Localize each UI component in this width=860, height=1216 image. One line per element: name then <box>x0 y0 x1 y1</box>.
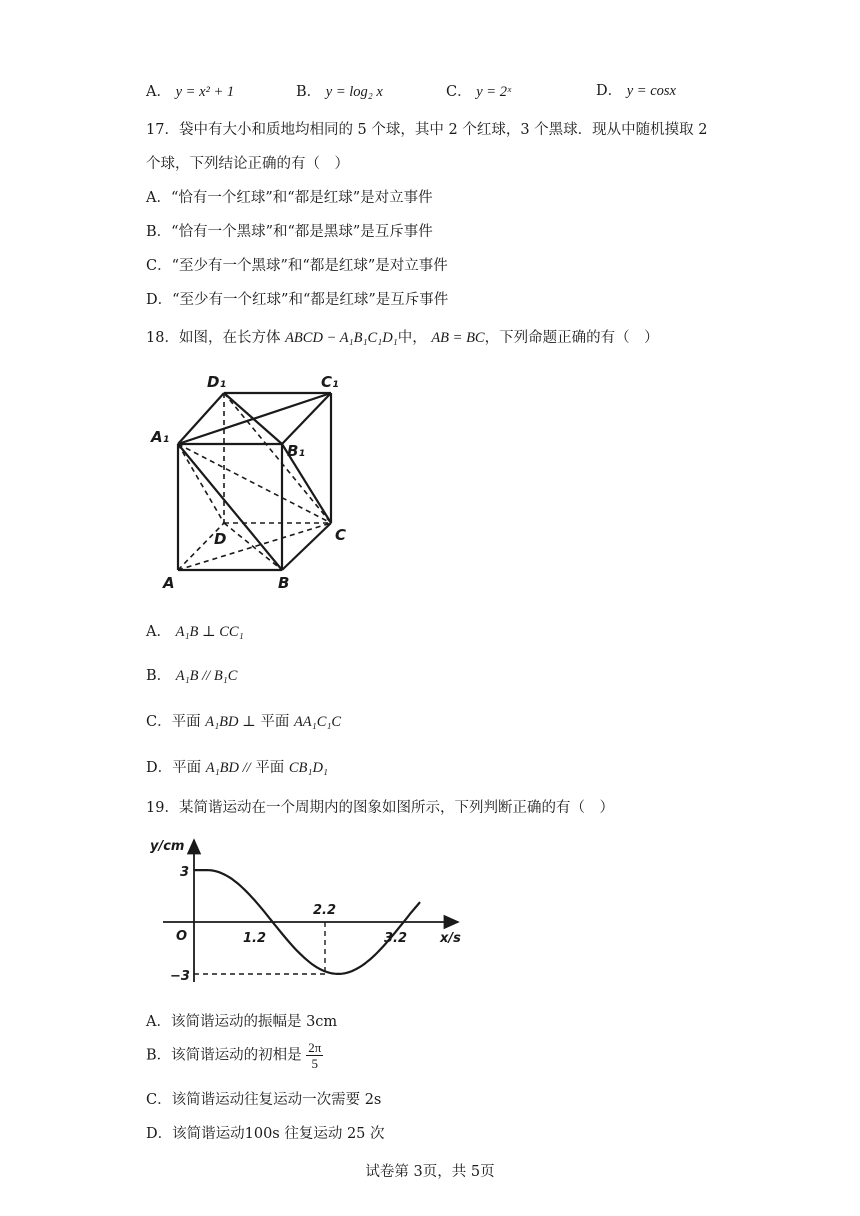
q18-stem-mid: 中， <box>397 330 427 346</box>
label-c: C <box>335 526 347 544</box>
option-label: A． <box>146 624 171 640</box>
origin-label: O <box>176 929 188 944</box>
option-label: B． <box>296 84 322 100</box>
label-d: D <box>214 530 227 548</box>
hidden-diag-db <box>224 523 282 570</box>
option-math-part1: A₁BD ⊥ <box>205 714 256 730</box>
option-math-part1: A₁BD // <box>205 760 251 776</box>
option-mid: 平面 <box>250 760 289 776</box>
q19-option-b <box>146 1040 323 1071</box>
x-tick-1-2: 1.2 <box>243 931 267 946</box>
x-tick-2-2: 2.2 <box>313 903 337 918</box>
option-math: A₁B // B₁C <box>175 668 238 684</box>
option-label: C． <box>146 714 172 730</box>
option-math: y = log₂ x <box>325 84 383 100</box>
q18-option-a <box>146 620 244 641</box>
label-a1: A₁ <box>151 428 170 446</box>
q17-option-c: C．“至少有一个黑球”和“都是红球”是对立事件 <box>146 258 448 274</box>
q18-option-c <box>146 710 341 731</box>
hidden-diag-d1c <box>224 393 331 523</box>
label-b1: B₁ <box>287 442 306 460</box>
q18-stem-tail: ，下列命题正确的有（ ） <box>484 330 659 346</box>
option-math: y = x² + 1 <box>175 84 235 100</box>
option-prefix: 平面 <box>171 714 201 730</box>
option-label: A． <box>146 84 171 100</box>
q16-option-d <box>596 79 676 100</box>
q17-option-d: D．“至少有一个红球”和“都是红球”是互斥事件 <box>146 292 449 308</box>
y-min-label: −3 <box>170 969 190 984</box>
q17-option-b: B．“恰有一个黑球”和“都是黑球”是互斥事件 <box>146 224 433 240</box>
initial-phase-fraction <box>306 1040 323 1071</box>
option-label: D． <box>596 83 623 99</box>
q19-option-c: C．该简谐运动往复运动一次需要 2s <box>146 1092 382 1108</box>
option-text: B．该简谐运动的初相是 <box>146 1047 302 1064</box>
q19-option-a: A．该简谐运动的振幅是 3cm <box>146 1014 338 1030</box>
option-label: D． <box>146 760 173 776</box>
y-axis-label: y/cm <box>150 839 185 854</box>
q17-option-a: A．“恰有一个红球”和“都是红球”是对立事件 <box>146 190 433 206</box>
q18-stem-start: 18．如图，在长方体 <box>146 330 281 346</box>
option-math: A₁B ⊥ CC₁ <box>175 624 244 640</box>
option-prefix: 平面 <box>172 760 202 776</box>
x-axis-label: x/s <box>440 931 461 946</box>
q18-condition: AB = BC <box>431 330 485 346</box>
option-mid: 平面 <box>255 714 294 730</box>
hidden-diag-a1d <box>178 444 224 523</box>
q16-option-a <box>146 80 234 101</box>
q17-stem-line2: 个球，下列结论正确的有（ ） <box>146 156 349 172</box>
q18-option-d <box>146 756 328 777</box>
q17-stem-line1: 17．袋中有大小和质地均相同的 5 个球，其中 2 个红球，3 个黑球．现从中随机摸取 2 <box>146 122 708 138</box>
option-math: y = 2ˣ <box>476 84 512 100</box>
y-max-label: 3 <box>180 865 190 880</box>
q18-solid-name: ABCD − A₁B₁C₁D₁ <box>285 330 398 346</box>
diag-a1b <box>178 444 282 570</box>
option-math: y = cosx <box>626 83 676 99</box>
q18-stem <box>146 326 659 347</box>
harmonic-motion-graph <box>148 834 468 986</box>
label-c1: C₁ <box>321 373 339 391</box>
label-b: B <box>278 574 290 592</box>
fraction-denominator: 5 <box>311 1056 319 1071</box>
q16-option-c <box>446 80 511 101</box>
diag-d1b1 <box>224 393 282 444</box>
label-d1: D₁ <box>207 373 227 391</box>
label-a: A <box>163 574 175 592</box>
page-footer: 试卷第 3页，共 5页 <box>365 1164 495 1180</box>
x-tick-3-2: 3.2 <box>384 931 408 946</box>
cuboid-figure <box>145 370 365 596</box>
q16-option-b <box>296 80 383 101</box>
option-label: B． <box>146 668 172 684</box>
q18-option-b <box>146 664 237 685</box>
option-math-part2: AA₁C₁C <box>293 714 342 730</box>
q19-stem: 19．某简谐运动在一个周期内的图象如图所示，下列判断正确的有（ ） <box>146 800 614 816</box>
fraction-numerator: 2π <box>308 1040 322 1055</box>
option-math-part2: CB₁D₁ <box>288 760 328 776</box>
edge-bc <box>282 523 331 570</box>
q19-option-d: D．该简谐运动100s 往复运动 25 次 <box>146 1126 385 1142</box>
option-label: C． <box>446 84 472 100</box>
